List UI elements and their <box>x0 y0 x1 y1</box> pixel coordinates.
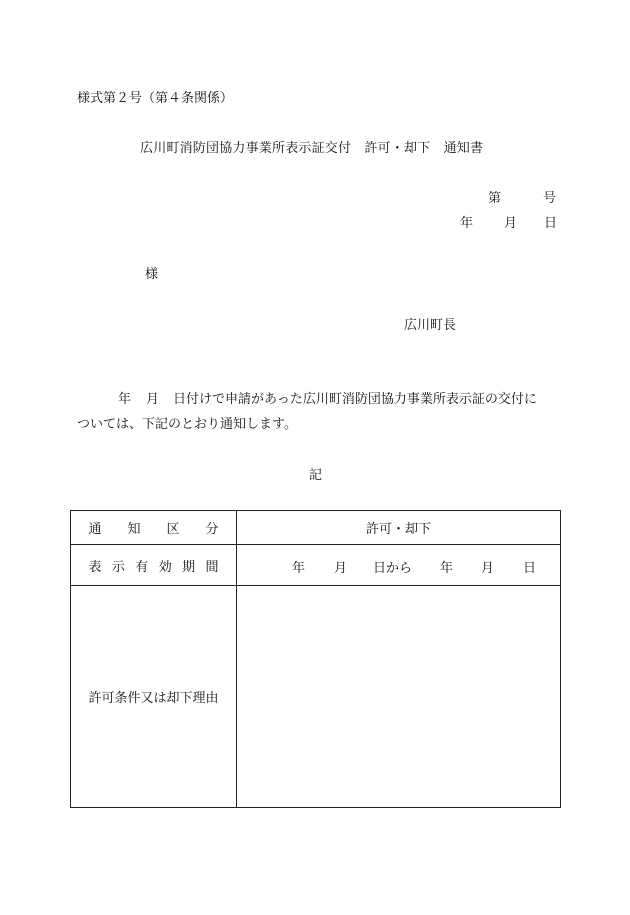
period-to-year: 年 <box>440 561 454 576</box>
date-month: 月 <box>504 216 518 231</box>
number-go: 号 <box>542 191 556 206</box>
period-to-day: 日 <box>523 561 537 576</box>
body-line1-rest: 日付けで申請があった広川町消防団協力事業所表示証の交付に <box>173 392 537 407</box>
conditions-label-cell <box>71 586 237 808</box>
sender-mayor: 広川町長 <box>404 318 457 333</box>
period-from-day: 日から <box>373 561 413 576</box>
body-year: 年 <box>118 392 132 407</box>
notice-type-label-cell <box>71 511 237 545</box>
body-line-2: ついては、下記のとおり通知します。 <box>77 417 297 432</box>
notice-type-value-cell <box>237 511 561 545</box>
validity-label: 表示有効期間 <box>88 559 219 575</box>
table-row-conditions <box>71 586 561 808</box>
period-from-month: 月 <box>334 561 348 576</box>
number-dai: 第 <box>488 191 502 206</box>
table-row-validity-period <box>71 545 561 586</box>
detail-table <box>70 510 561 808</box>
notice-type-value: 許可・却下 <box>365 522 431 537</box>
validity-value-cell <box>237 545 561 586</box>
date-day: 日 <box>544 216 558 231</box>
conditions-value-cell <box>237 586 561 808</box>
notice-type-label: 通知区分 <box>88 522 219 537</box>
validity-label-cell <box>71 545 237 586</box>
body-month: 月 <box>146 392 160 407</box>
conditions-label: 許可条件又は却下理由 <box>88 691 219 706</box>
document-title: 広川町消防団協力事業所表示証交付 許可・却下 通知書 <box>140 141 484 156</box>
form-number: 様式第２号（第４条関係） <box>77 91 234 106</box>
table-row-notice-type <box>71 511 561 545</box>
date-year: 年 <box>460 216 474 231</box>
period-to-month: 月 <box>481 561 495 576</box>
validity-period <box>237 545 560 585</box>
addressee-sama: 様 <box>145 267 159 282</box>
period-from-year: 年 <box>292 561 306 576</box>
ki-heading: 記 <box>309 468 323 483</box>
